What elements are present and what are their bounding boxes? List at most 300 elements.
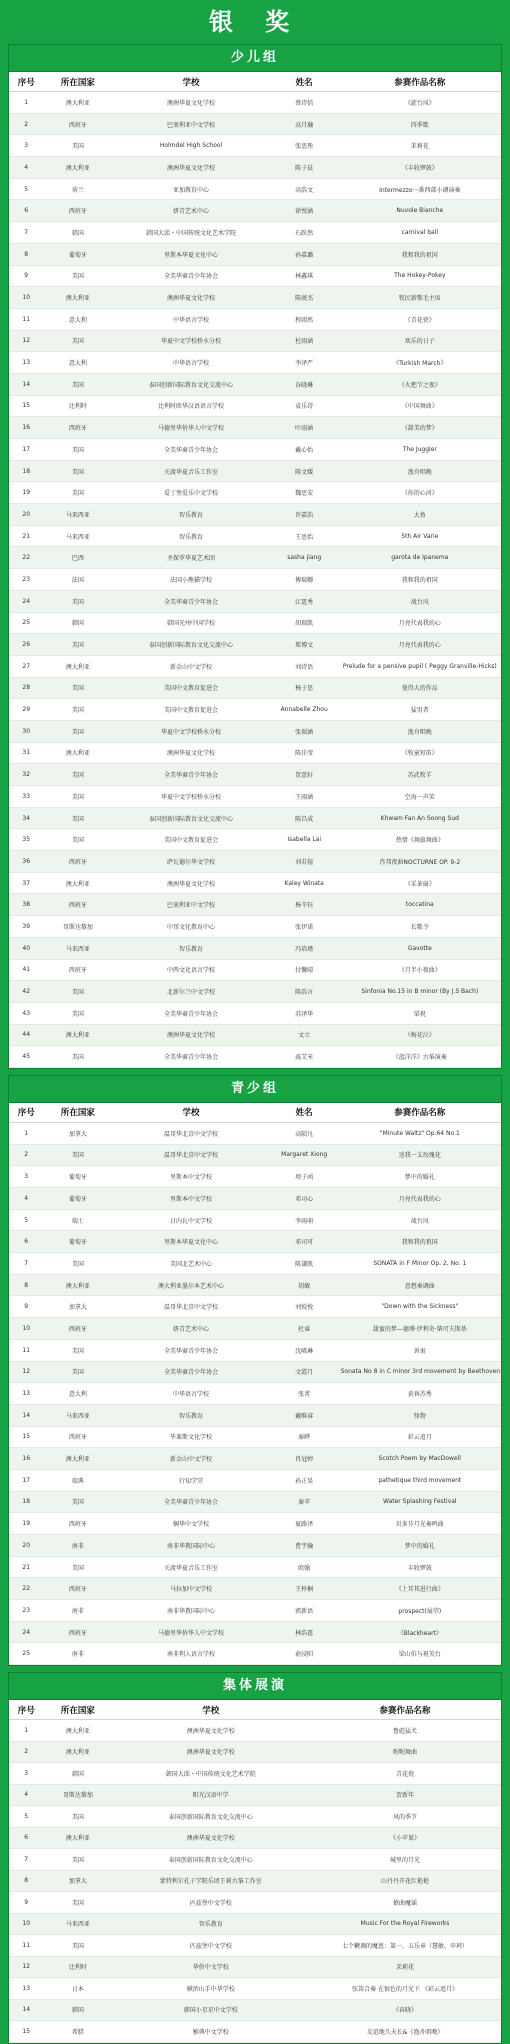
table-row [9, 1209, 501, 1231]
table-cell: 1 [9, 1720, 43, 1742]
table-cell: 美国 [43, 460, 112, 482]
table-cell: 胡瑞凯 [270, 612, 339, 634]
table-cell: 曼得大的作品 [339, 677, 501, 699]
table-cell: 美国 [43, 1556, 112, 1578]
table-row [9, 178, 501, 200]
table-cell: 2 [9, 1144, 43, 1166]
table-row [9, 1274, 501, 1296]
table-cell: 韩国光州中国学校 [112, 612, 269, 634]
table-cell: 8 [9, 243, 43, 265]
column-header: 姓名 [270, 72, 339, 92]
table-cell: 10 [9, 1318, 43, 1340]
table-cell: 5 [9, 1209, 43, 1231]
table-cell: Kaley Winata [270, 872, 339, 894]
table-cell: 南非华教国际中心 [112, 1535, 269, 1557]
table-cell: 傅瑞卿 [270, 569, 339, 591]
table-cell: 叶雨涵 [270, 417, 339, 439]
table-cell: 肖冠婷 [270, 1448, 339, 1470]
table-cell: 南非利人语言学校 [112, 1643, 269, 1665]
table-cell: 《月半小夜曲》 [339, 959, 501, 981]
table-cell: 全美华裔青少年协会 [112, 1491, 269, 1513]
table-row [9, 330, 501, 352]
table-cell: 澳洲华夏文化学校 [112, 287, 269, 309]
table-cell: 智乐教育 [112, 504, 269, 526]
table-cell: 《丰收锣鼓》 [339, 157, 501, 179]
table-cell: 32 [9, 764, 43, 786]
table-cell: 瑞士 [43, 1209, 112, 1231]
table-cell: 西班牙 [43, 894, 112, 916]
table-cell: 《Turkish March》 [339, 352, 501, 374]
table-cell: 41 [9, 959, 43, 981]
table-cell: 美国 [43, 373, 112, 395]
table-cell: 戚艾米 [270, 1046, 339, 1068]
table-cell: 33 [9, 786, 43, 808]
table-row [9, 569, 501, 591]
table-cell: 美国 [43, 1491, 112, 1513]
table-cell: 泰国创新国际教育文化交流中心 [112, 634, 269, 656]
table-cell: 8 [9, 1870, 43, 1892]
table-cell: 15 [9, 1426, 43, 1448]
table-row [9, 807, 501, 829]
table-row [9, 243, 501, 265]
table-cell: 27 [9, 655, 43, 677]
table-cell: Music For the Royal Fireworks [309, 1913, 501, 1935]
table-cell: 程雨然 [270, 308, 339, 330]
table-cell: 马来西亚 [43, 1913, 112, 1935]
table-cell: 22 [9, 547, 43, 569]
table-cell: The Juggler [339, 439, 501, 461]
table-cell: 邓司可 [270, 1231, 339, 1253]
table-row [9, 1806, 501, 1828]
table-cell: 澳大利亚墨尔本艺术中心 [112, 1274, 269, 1296]
table-cell: 茉莉花 [309, 1956, 501, 1978]
table-cell: 1 [9, 1122, 43, 1144]
table-cell: 中西文化语言学校 [112, 959, 269, 981]
table-row [9, 460, 501, 482]
table-cell: 澳大利亚 [43, 1448, 112, 1470]
table-cell: 全美华裔青少年协会 [112, 1361, 269, 1383]
table-cell: 《Blackheart》 [339, 1621, 501, 1643]
table-cell: 热情《舞旗舞曲》 [339, 829, 501, 851]
table-row [9, 222, 501, 244]
table-row [9, 1383, 501, 1405]
table-cell: 11 [9, 1935, 43, 1957]
group-teen-card [8, 1075, 502, 1666]
table-cell: 美国 [43, 1361, 112, 1383]
table-cell: 甜蜜的梦—德博·伊利奇·柴可夫斯基 [339, 1318, 501, 1340]
table-cell: carnival ball [339, 222, 501, 244]
table-cell: 匹兹堡中文学校 [112, 1892, 309, 1914]
table-cell: 华夏中文学校桥水分校 [112, 720, 269, 742]
table-cell: 意大利 [43, 308, 112, 330]
table-cell: 张伊诺 [270, 916, 339, 938]
table-cell: 美国 [43, 720, 112, 742]
ensemble-table [9, 1700, 501, 2043]
table-cell: 《春晓》 [309, 1999, 501, 2021]
table-cell: 猛男者 [339, 699, 501, 721]
table-cell: 韩国 [43, 1763, 112, 1785]
table-cell: 美国 [43, 634, 112, 656]
table-cell: 陈佳莹 [270, 742, 339, 764]
table-cell: 泰国创新国际教育文化交流中心 [112, 373, 269, 395]
table-cell: 华侨中文学校 [112, 1956, 309, 1978]
table-row [9, 1318, 501, 1340]
table-cell: 周子函 [270, 1166, 339, 1188]
table-cell: 《小苹果》 [309, 1827, 501, 1849]
table-cell: 孙嘉璐 [270, 243, 339, 265]
table-cell: 澳洲华夏文化学校 [112, 1741, 309, 1763]
table-cell: Isabella Lai [270, 829, 339, 851]
table-row [9, 265, 501, 287]
table-row [9, 764, 501, 786]
table-cell: 长歌令 [339, 916, 501, 938]
table-cell: 韩国 [43, 1999, 112, 2021]
table-cell: 7 [9, 1849, 43, 1871]
table-cell: 夏路泽 [270, 1513, 339, 1535]
table-cell: 23 [9, 1600, 43, 1622]
table-cell: 韩国小星星中文学校 [112, 1999, 309, 2021]
table-cell: 29 [9, 699, 43, 721]
table-row [9, 1849, 501, 1871]
table-cell: 美国 [43, 1849, 112, 1871]
table-cell: 弦笛合奏 在银色的月光下 《彩云追月》 [309, 1978, 501, 2000]
table-row [9, 655, 501, 677]
table-cell: 撩曲魔谣 [309, 1892, 501, 1914]
table-row [9, 352, 501, 374]
table-row [9, 417, 501, 439]
table-cell: 韩国 [43, 222, 112, 244]
table-row [9, 1469, 501, 1491]
table-cell: 美国 [43, 829, 112, 851]
table-row [9, 959, 501, 981]
table-cell: "Minute Waltz" Op.64 No.1 [339, 1122, 501, 1144]
table-row [9, 1296, 501, 1318]
table-cell: 渔舟唱晚 [339, 720, 501, 742]
table-cell: 3 [9, 135, 43, 157]
column-header: 序号 [9, 72, 43, 92]
table-cell: 冯培瑾 [270, 937, 339, 959]
table-cell: 美国 [43, 1002, 112, 1024]
table-cell: 西班牙 [43, 1513, 112, 1535]
table-cell: 巴塞利亚中文学校 [112, 113, 269, 135]
table-cell: 10 [9, 1913, 43, 1935]
table-cell: 华夏中文学校桥水分校 [112, 786, 269, 808]
table-row [9, 1643, 501, 1665]
table-cell: 7 [9, 222, 43, 244]
table-cell: 梦中的婚礼 [339, 1166, 501, 1188]
table-cell: 曹宇瀚 [270, 1535, 339, 1557]
table-cell: 美国 [43, 1935, 112, 1957]
column-header: 学校 [112, 1103, 269, 1123]
table-cell: 俞浸阳 [270, 1643, 339, 1665]
column-header: 序号 [9, 1700, 43, 1720]
table-cell: 亚加教育中心 [112, 178, 269, 200]
table-cell: 风的季节 [309, 1806, 501, 1828]
table-row [9, 829, 501, 851]
table-cell: 34 [9, 807, 43, 829]
table-cell: garota de Ipanema [339, 547, 501, 569]
table-cell: 贝多芬月光奏鸣曲 [339, 1513, 501, 1535]
table-cell: 2 [9, 113, 43, 135]
table-cell: 贺意轩 [270, 764, 339, 786]
table-cell: 哥斯达黎加 [43, 916, 112, 938]
column-header: 所在国家 [43, 72, 112, 92]
table-cell: 南非华教国际中心 [112, 1600, 269, 1622]
table-cell: 爱丁堡爱乐中文学校 [112, 482, 269, 504]
table-row [9, 634, 501, 656]
table-row [9, 720, 501, 742]
table-cell: 中华语言学校 [112, 1383, 269, 1405]
table-cell: 杜睿 [270, 1318, 339, 1340]
table-cell: 南非 [43, 1600, 112, 1622]
table-cell: 郑博文 [270, 634, 339, 656]
table-cell: 韩国大邱・中国传统文化艺术学院 [112, 222, 269, 244]
table-cell: 法国 [43, 569, 112, 591]
table-row [9, 1426, 501, 1448]
table-cell: 关渡华夏音乐工作室 [112, 1556, 269, 1578]
table-cell: 17 [9, 1469, 43, 1491]
table-cell: 林浩霆 [270, 1621, 339, 1643]
table-row [9, 1784, 501, 1806]
table-cell: 美国北艺术中心 [112, 1253, 269, 1275]
group-teen-title: 青少组 [9, 1076, 501, 1103]
table-cell: 11 [9, 308, 43, 330]
table-cell: 美国 [43, 764, 112, 786]
table-cell: 澳大利亚 [43, 1741, 112, 1763]
table-cell: 澳洲华夏文化学校 [112, 872, 269, 894]
table-cell: 空海一声笑 [339, 786, 501, 808]
table-cell: Intermezzo一番西部小调演奏 [339, 178, 501, 200]
table-cell: 4 [9, 157, 43, 179]
table-cell: 四季歌 [339, 113, 501, 135]
table-cell: 全美华裔青少年协会 [112, 265, 269, 287]
table-cell: 法国小熊猫学校 [112, 569, 269, 591]
table-cell: 葡萄牙 [43, 1188, 112, 1210]
table-cell: 智乐教育 [112, 1913, 309, 1935]
table-cell: 梁山伯与祝英台 [339, 1643, 501, 1665]
table-row [9, 395, 501, 417]
table-cell: 11 [9, 1339, 43, 1361]
table-cell: 高月瀚 [270, 113, 339, 135]
table-cell: 18 [9, 460, 43, 482]
table-cell: 25 [9, 1643, 43, 1665]
table-cell: 澳大利亚 [43, 1274, 112, 1296]
table-cell: 七个鞭调的魔恩：第一，五乐章（慧敏、申珂） [309, 1935, 501, 1957]
table-row [9, 287, 501, 309]
table-cell: 17 [9, 439, 43, 461]
table-cell: 澳大利亚 [43, 287, 112, 309]
table-row [9, 1188, 501, 1210]
table-cell: 杜雨涵 [270, 330, 339, 352]
table-cell: 高陨凡 [270, 1122, 339, 1144]
table-cell: 比利时 [43, 1956, 112, 1978]
table-row [9, 504, 501, 526]
table-row [9, 1556, 501, 1578]
table-cell: 战台风 [339, 1209, 501, 1231]
table-cell: 《牧童短笛》 [339, 742, 501, 764]
table-cell: 21 [9, 1556, 43, 1578]
table-row [9, 1535, 501, 1557]
table-cell: 欧翰 [270, 1556, 339, 1578]
column-header: 序号 [9, 1103, 43, 1123]
table-cell: 诉衷 [339, 1339, 501, 1361]
table-cell: Nuvole Bianche [339, 200, 501, 222]
table-row [9, 92, 501, 114]
table-cell: 12 [9, 1956, 43, 1978]
table-cell: Prelude for a pensive pupil ( Peggy Granville-Hicks) [339, 655, 501, 677]
table-row [9, 308, 501, 330]
table-row [9, 1870, 501, 1892]
group-ensemble-title: 集体展演 [9, 1673, 501, 1700]
table-cell: 里斯本中文学校 [112, 1188, 269, 1210]
table-cell: 14 [9, 1999, 43, 2021]
table-cell: 马来西亚 [43, 504, 112, 526]
table-cell: 里斯本中文学校 [112, 1166, 269, 1188]
table-row [9, 1024, 501, 1046]
table-cell: 全美华裔青少年协会 [112, 1339, 269, 1361]
table-cell: 马德里华侨华人中文学校 [112, 417, 269, 439]
table-cell: 妍青艺术中心 [112, 1318, 269, 1340]
table-cell: 陈子晨 [270, 157, 339, 179]
table-cell: 陈文媛 [270, 460, 339, 482]
table-cell: 日内瓦中文学校 [112, 1209, 269, 1231]
table-cell: 葡萄牙 [43, 243, 112, 265]
table-cell: 意大利 [43, 1383, 112, 1405]
table-cell: 美国 [43, 699, 112, 721]
table-cell: 《采茶扇》 [339, 872, 501, 894]
table-cell: 5 [9, 1806, 43, 1828]
table-cell: 31 [9, 742, 43, 764]
table-cell: 林鑫琪 [270, 265, 339, 287]
table-cell: 张思彤 [270, 135, 339, 157]
table-cell: 邓司心 [270, 1188, 339, 1210]
table-cell: 温哥华北京中文学校 [112, 1122, 269, 1144]
table-cell: 刘诗语 [270, 655, 339, 677]
table-row [9, 113, 501, 135]
table-cell: 14 [9, 373, 43, 395]
table-cell: 高浩文 [270, 178, 339, 200]
table-row [9, 547, 501, 569]
table-cell: 西班牙 [43, 1426, 112, 1448]
table-cell: Annabelle Zhou [270, 699, 339, 721]
table-cell: 30 [9, 720, 43, 742]
table-cell: 中哥文化教育中心 [112, 916, 269, 938]
table-cell: 全美华裔青少年协会 [112, 590, 269, 612]
table-cell: 李泽严 [270, 352, 339, 374]
table-cell: prospect(展望) [339, 1600, 501, 1622]
table-cell: 关渡华夏音乐工作室 [112, 460, 269, 482]
table-cell: 石跃然 [270, 222, 339, 244]
table-cell: 4 [9, 1188, 43, 1210]
table-cell: 秦晔 [270, 1426, 339, 1448]
table-cell: 我和我的祖国 [339, 243, 501, 265]
table-row [9, 482, 501, 504]
table-row [9, 1002, 501, 1024]
table-row [9, 373, 501, 395]
table-row [9, 786, 501, 808]
table-cell: 澳大利亚 [43, 92, 112, 114]
table-cell: 智乐教育 [112, 1404, 269, 1426]
table-cell: 美国 [43, 590, 112, 612]
column-header: 所在国家 [43, 1103, 112, 1123]
group-children-title: 少儿组 [9, 45, 501, 72]
table-cell: 22 [9, 1578, 43, 1600]
table-cell: 美国 [43, 1046, 112, 1068]
table-cell: 5 [9, 178, 43, 200]
table-row [9, 1720, 501, 1742]
table-row [9, 1231, 501, 1253]
table-cell: 3 [9, 1763, 43, 1785]
table-row [9, 1956, 501, 1978]
table-cell: 澳洲华夏文化学校 [112, 1720, 309, 1742]
table-row [9, 612, 501, 634]
table-cell: 美国 [43, 1339, 112, 1361]
table-cell: 毕莱斯文化学校 [112, 1426, 269, 1448]
table-cell: The Hokey-Pokey [339, 265, 501, 287]
table-cell: 孙正昊 [270, 1469, 339, 1491]
table-cell: 陈谦凯 [270, 1253, 339, 1275]
table-cell: 怪物 [339, 1404, 501, 1426]
table-cell: 澳大利亚 [43, 742, 112, 764]
table-row [9, 916, 501, 938]
table-cell: 《火把节之夜》 [339, 373, 501, 395]
table-cell: Water Splashing Festival [339, 1491, 501, 1513]
table-cell: 戴心怡 [270, 439, 339, 461]
table-cell: 娴华中文学校 [112, 1513, 269, 1535]
table-cell: 8 [9, 1274, 43, 1296]
table-cell: 西班牙 [43, 1578, 112, 1600]
table-cell: 里斯本华夏文化中心 [112, 1231, 269, 1253]
table-cell: 南非 [43, 1535, 112, 1557]
table-cell: 泰国创新国际教育文化交流中心 [112, 1806, 309, 1828]
table-cell: 9 [9, 265, 43, 287]
table-cell: 7 [9, 1253, 43, 1275]
table-row [9, 1448, 501, 1470]
table-cell: 12 [9, 1361, 43, 1383]
table-cell: 我和我的祖国 [339, 1231, 501, 1253]
table-row [9, 1144, 501, 1166]
table-cell: 魏思安 [270, 482, 339, 504]
table-cell: 28 [9, 677, 43, 699]
table-cell: 阳光汉语中学 [112, 1784, 309, 1806]
table-cell: 澳大利亚 [43, 157, 112, 179]
table-cell: 美国 [43, 1892, 112, 1914]
table-cell: 美国 [43, 981, 112, 1003]
table-cell: 13 [9, 1383, 43, 1405]
table-cell: 澳洲华夏文化学校 [112, 1827, 309, 1849]
table-cell: 24 [9, 590, 43, 612]
table-cell: 美国 [43, 807, 112, 829]
table-cell: Margaret Xiong [270, 1144, 339, 1166]
table-cell: 全美华裔青少年协会 [112, 764, 269, 786]
table-cell: 青花瓷 [309, 1763, 501, 1785]
table-row [9, 1361, 501, 1383]
table-cell: 西班牙 [43, 1318, 112, 1340]
table-cell: 澳大利亚 [43, 1720, 112, 1742]
table-cell: 妍青艺术中心 [112, 200, 269, 222]
table-cell: 北新尔兰中文学校 [112, 981, 269, 1003]
table-cell: 澳洲华夏文化学校 [112, 157, 269, 179]
table-cell: 19 [9, 482, 43, 504]
table-row [9, 1046, 501, 1068]
table-row [9, 872, 501, 894]
table-cell: 张瑞涵 [270, 720, 339, 742]
table-cell: 新金山中文学校 [112, 1448, 269, 1470]
table-cell: 《土耳其进行曲》 [339, 1578, 501, 1600]
column-header: 参赛作品名称 [309, 1700, 501, 1720]
table-cell: 美国 [43, 482, 112, 504]
table-cell: 沈晞琳 [270, 1339, 339, 1361]
